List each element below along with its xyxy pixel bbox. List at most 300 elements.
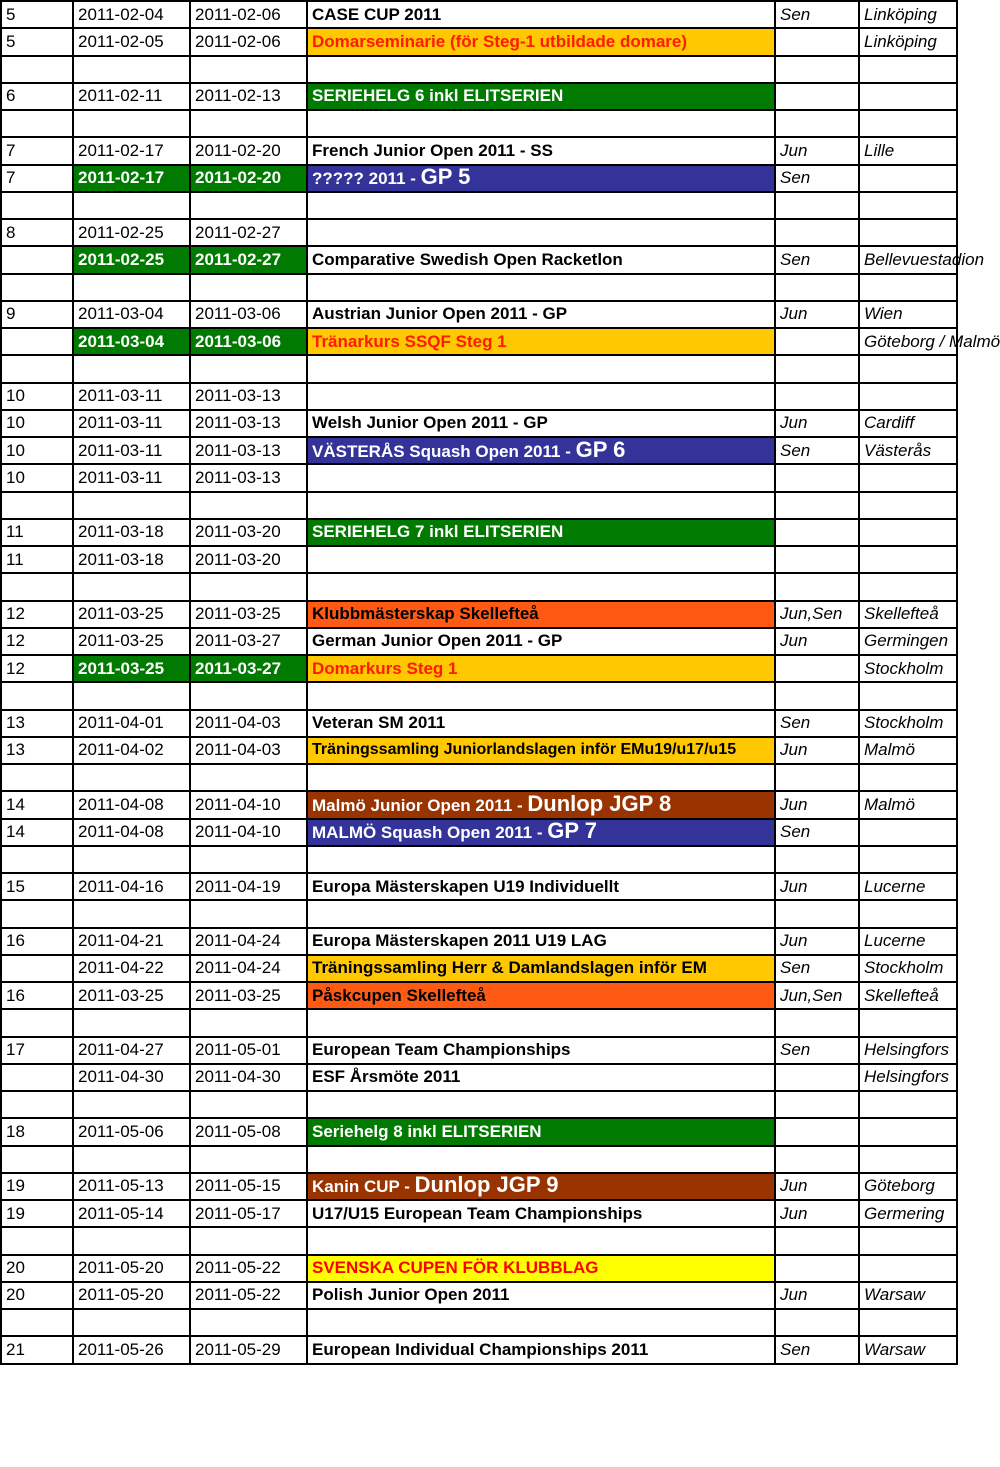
level-cell: [775, 1118, 859, 1145]
level-cell-text: Jun: [780, 140, 808, 160]
event-cell: [307, 492, 775, 519]
end-date-cell: [190, 628, 307, 655]
start-date-cell: [73, 83, 190, 110]
start-date-cell-text: 2011-02-05: [78, 31, 164, 51]
place-cell: [859, 982, 957, 1009]
place-cell: [859, 274, 957, 301]
event-highlight-text: GP 7: [547, 818, 597, 844]
event-cell: [307, 1118, 775, 1145]
start-date-cell-text: 2011-03-25: [78, 631, 164, 651]
start-date-cell: [73, 601, 190, 628]
spacer-row: [1, 1009, 957, 1036]
level-cell: [775, 573, 859, 600]
start-date-cell: [73, 1227, 190, 1254]
end-date-cell: [190, 1091, 307, 1118]
event-cell: [307, 873, 775, 900]
level-cell-text: Sen: [780, 713, 811, 733]
level-cell: [775, 1227, 859, 1254]
event-cell: [307, 1037, 775, 1064]
place-cell: [859, 1146, 957, 1173]
event-cell-text: Domarkurs Steg 1: [312, 658, 458, 678]
start-date-cell: [73, 1009, 190, 1036]
start-date-cell: [73, 192, 190, 219]
event-cell-text: Träningssamling Juniorlandslagen inför EMu19/u17/u15: [312, 741, 737, 759]
week-cell: [1, 1064, 73, 1091]
start-date-cell-text: 2011-02-04: [78, 4, 164, 24]
end-date-cell-text: 2011-04-10: [195, 794, 281, 814]
end-date-cell: [190, 873, 307, 900]
event-cell: [307, 165, 775, 192]
level-cell-text: Jun: [780, 1203, 808, 1223]
start-date-cell: [73, 982, 190, 1009]
end-date-cell: [190, 710, 307, 737]
start-date-cell-text: 2011-03-04: [78, 304, 164, 324]
table-row: [1, 410, 957, 437]
end-date-cell: [190, 573, 307, 600]
end-date-cell-text: 2011-03-27: [195, 658, 282, 678]
level-cell: [775, 682, 859, 709]
start-date-cell-text: 2011-03-11: [78, 386, 163, 406]
start-date-cell-text: 2011-05-14: [78, 1203, 164, 1223]
end-date-cell: [190, 737, 307, 764]
end-date-cell: [190, 1, 307, 28]
week-cell: [1, 982, 73, 1009]
end-date-cell-text: 2011-05-01: [195, 1040, 281, 1060]
start-date-cell-text: 2011-04-16: [78, 876, 164, 896]
end-date-cell: [190, 1064, 307, 1091]
spacer-row: [1, 492, 957, 519]
event-cell-text: Polish Junior Open 2011: [312, 1285, 510, 1305]
event-cell-text: German Junior Open 2011 - GP: [312, 631, 563, 651]
end-date-cell: [190, 928, 307, 955]
event-cell-text: SERIEHELG 6 inkl ELITSERIEN: [312, 86, 564, 106]
level-cell: [775, 192, 859, 219]
end-date-cell: [190, 819, 307, 846]
spacer-row: [1, 900, 957, 927]
level-cell: [775, 819, 859, 846]
level-cell-text: Jun,Sen: [780, 604, 843, 624]
start-date-cell: [73, 1282, 190, 1309]
level-cell: [775, 928, 859, 955]
event-cell-text: VÄSTERÅS Squash Open 2011 -: [312, 441, 576, 461]
table-row: [1, 873, 957, 900]
event-cell-text: SERIEHELG 7 inkl ELITSERIEN: [312, 522, 564, 542]
level-cell: [775, 410, 859, 437]
end-date-cell: [190, 246, 307, 273]
event-cell: [307, 601, 775, 628]
level-cell: [775, 982, 859, 1009]
event-cell-text: French Junior Open 2011 - SS: [312, 140, 553, 160]
spacer-row: [1, 56, 957, 83]
end-date-cell: [190, 601, 307, 628]
event-cell-text: SVENSKA CUPEN FÖR KLUBBLAG: [312, 1258, 599, 1278]
event-cell-text: Påskcupen Skellefteå: [312, 985, 486, 1005]
week-cell-text: 7: [6, 140, 16, 160]
place-cell: [859, 492, 957, 519]
end-date-cell-text: 2011-04-24: [195, 958, 281, 978]
event-cell-text: Veteran SM 2011: [312, 713, 446, 733]
end-date-cell-text: 2011-03-06: [195, 304, 281, 324]
table-row: [1, 137, 957, 164]
start-date-cell: [73, 165, 190, 192]
place-cell: [859, 355, 957, 382]
level-cell: [775, 1091, 859, 1118]
week-cell-text: 12: [6, 604, 25, 624]
end-date-cell-text: 2011-05-17: [195, 1203, 281, 1223]
level-cell: [775, 383, 859, 410]
end-date-cell: [190, 1146, 307, 1173]
spacer-row: [1, 192, 957, 219]
level-cell-text: Jun: [780, 931, 808, 951]
start-date-cell: [73, 873, 190, 900]
event-cell: [307, 982, 775, 1009]
start-date-cell: [73, 1255, 190, 1282]
start-date-cell: [73, 710, 190, 737]
place-cell: [859, 56, 957, 83]
level-cell-text: Sen: [780, 168, 811, 188]
week-cell: [1, 628, 73, 655]
week-cell: [1, 682, 73, 709]
week-cell: [1, 383, 73, 410]
end-date-cell: [190, 1255, 307, 1282]
table-row: [1, 955, 957, 982]
event-cell-text: Seriehelg 8 inkl ELITSERIEN: [312, 1121, 542, 1141]
table-row: [1, 1200, 957, 1227]
table-row: [1, 655, 957, 682]
week-cell: [1, 1118, 73, 1145]
week-cell: [1, 1282, 73, 1309]
week-cell: [1, 601, 73, 628]
end-date-cell-text: 2011-03-13: [195, 386, 281, 406]
level-cell: [775, 1255, 859, 1282]
start-date-cell-text: 2011-02-11: [78, 86, 163, 106]
end-date-cell: [190, 682, 307, 709]
place-cell-text: Cardiff: [864, 413, 915, 433]
level-cell-text: Jun: [780, 304, 808, 324]
event-cell: [307, 1146, 775, 1173]
start-date-cell-text: 2011-02-17: [78, 168, 165, 188]
start-date-cell-text: 2011-04-30: [78, 1067, 164, 1087]
start-date-cell: [73, 1309, 190, 1336]
level-cell: [775, 1173, 859, 1200]
end-date-cell-text: 2011-02-06: [195, 4, 281, 24]
table-row: [1, 601, 957, 628]
event-cell: [307, 900, 775, 927]
event-cell-text: Tränarkurs SSQF Steg 1: [312, 331, 507, 351]
end-date-cell: [190, 655, 307, 682]
place-cell: [859, 1, 957, 28]
place-cell: [859, 1037, 957, 1064]
event-cell: [307, 1227, 775, 1254]
week-cell-text: 19: [6, 1176, 25, 1196]
level-cell: [775, 219, 859, 246]
place-cell: [859, 846, 957, 873]
place-cell: [859, 737, 957, 764]
start-date-cell: [73, 819, 190, 846]
table-row: [1, 383, 957, 410]
week-cell: [1, 737, 73, 764]
place-cell: [859, 928, 957, 955]
week-cell-text: 16: [6, 985, 25, 1005]
week-cell: [1, 28, 73, 55]
table-row: [1, 519, 957, 546]
level-cell: [775, 955, 859, 982]
place-cell-text: Göteborg / Malmö: [864, 331, 1000, 351]
week-cell: [1, 274, 73, 301]
level-cell: [775, 328, 859, 355]
end-date-cell-text: 2011-02-20: [195, 140, 281, 160]
schedule-body: [1, 1, 1000, 1364]
table-row: [1, 791, 957, 818]
place-cell: [859, 383, 957, 410]
place-cell: [859, 301, 957, 328]
start-date-cell: [73, 219, 190, 246]
week-cell-text: 10: [6, 413, 25, 433]
place-cell: [859, 165, 957, 192]
level-cell: [775, 737, 859, 764]
place-cell: [859, 573, 957, 600]
end-date-cell-text: 2011-03-13: [195, 413, 281, 433]
week-cell: [1, 764, 73, 791]
place-cell: [859, 28, 957, 55]
end-date-cell: [190, 1282, 307, 1309]
start-date-cell: [73, 655, 190, 682]
end-date-cell-text: 2011-02-06: [195, 31, 281, 51]
place-cell: [859, 1173, 957, 1200]
level-cell: [775, 28, 859, 55]
start-date-cell: [73, 437, 190, 464]
place-cell-text: Stockholm: [864, 958, 944, 978]
event-cell: [307, 56, 775, 83]
spacer-row: [1, 274, 957, 301]
end-date-cell-text: 2011-04-24: [195, 931, 281, 951]
start-date-cell: [73, 1336, 190, 1363]
week-cell: [1, 83, 73, 110]
end-date-cell: [190, 437, 307, 464]
start-date-cell: [73, 328, 190, 355]
place-cell: [859, 410, 957, 437]
event-cell: [307, 546, 775, 573]
level-cell: [775, 137, 859, 164]
week-cell: [1, 1255, 73, 1282]
week-cell-text: 17: [6, 1040, 25, 1060]
table-row: [1, 1037, 957, 1064]
place-cell: [859, 764, 957, 791]
end-date-cell-text: 2011-02-20: [195, 168, 282, 188]
week-cell: [1, 873, 73, 900]
level-cell: [775, 492, 859, 519]
event-cell: [307, 519, 775, 546]
end-date-cell-text: 2011-05-22: [195, 1285, 281, 1305]
week-cell: [1, 1146, 73, 1173]
end-date-cell-text: 2011-03-27: [195, 631, 281, 651]
place-cell: [859, 1227, 957, 1254]
end-date-cell-text: 2011-04-30: [195, 1067, 281, 1087]
event-cell: [307, 137, 775, 164]
place-cell-text: Lucerne: [864, 876, 926, 896]
start-date-cell: [73, 1118, 190, 1145]
table-row: [1, 301, 957, 328]
week-cell-text: 18: [6, 1121, 25, 1141]
level-cell: [775, 900, 859, 927]
end-date-cell-text: 2011-03-20: [195, 549, 281, 569]
start-date-cell: [73, 492, 190, 519]
end-date-cell: [190, 1118, 307, 1145]
week-cell: [1, 819, 73, 846]
spacer-row: [1, 1227, 957, 1254]
event-cell: [307, 110, 775, 137]
week-cell-text: 10: [6, 467, 25, 487]
level-cell: [775, 1282, 859, 1309]
level-cell: [775, 519, 859, 546]
end-date-cell-text: 2011-05-15: [195, 1176, 281, 1196]
spacer-row: [1, 1146, 957, 1173]
week-cell: [1, 928, 73, 955]
week-cell-text: 11: [6, 522, 24, 542]
table-row: [1, 1255, 957, 1282]
week-cell: [1, 791, 73, 818]
level-cell: [775, 301, 859, 328]
level-cell: [775, 655, 859, 682]
level-cell: [775, 1, 859, 28]
end-date-cell-text: 2011-02-27: [195, 249, 282, 269]
event-cell: [307, 1282, 775, 1309]
spacer-row: [1, 1309, 957, 1336]
end-date-cell: [190, 355, 307, 382]
end-date-cell: [190, 137, 307, 164]
spacer-row: [1, 764, 957, 791]
level-cell: [775, 546, 859, 573]
place-cell-text: Malmö: [864, 740, 916, 760]
start-date-cell-text: 2011-03-04: [78, 331, 165, 351]
end-date-cell-text: 2011-05-29: [195, 1339, 281, 1359]
event-cell: [307, 301, 775, 328]
end-date-cell-text: 2011-04-03: [195, 740, 281, 760]
level-cell: [775, 83, 859, 110]
week-cell: [1, 955, 73, 982]
end-date-cell: [190, 1227, 307, 1254]
end-date-cell: [190, 764, 307, 791]
week-cell-text: 16: [6, 931, 25, 951]
level-cell-text: Sen: [780, 822, 811, 842]
level-cell: [775, 873, 859, 900]
week-cell-text: 10: [6, 386, 25, 406]
place-cell: [859, 219, 957, 246]
level-cell: [775, 764, 859, 791]
place-cell-text: Malmö: [864, 794, 916, 814]
table-row: [1, 437, 957, 464]
place-cell: [859, 655, 957, 682]
start-date-cell: [73, 791, 190, 818]
end-date-cell: [190, 274, 307, 301]
start-date-cell: [73, 1037, 190, 1064]
week-cell: [1, 492, 73, 519]
place-cell-text: Västerås: [864, 440, 932, 460]
week-cell: [1, 710, 73, 737]
event-cell-text: Welsh Junior Open 2011 - GP: [312, 413, 548, 433]
start-date-cell: [73, 383, 190, 410]
start-date-cell: [73, 137, 190, 164]
start-date-cell: [73, 410, 190, 437]
place-cell: [859, 1064, 957, 1091]
place-cell: [859, 1282, 957, 1309]
event-cell: [307, 710, 775, 737]
level-cell: [775, 165, 859, 192]
end-date-cell-text: 2011-04-19: [195, 876, 281, 896]
event-cell: [307, 383, 775, 410]
level-cell-text: Sen: [780, 958, 811, 978]
start-date-cell: [73, 682, 190, 709]
level-cell: [775, 601, 859, 628]
event-cell: [307, 1009, 775, 1036]
table-row: [1, 1282, 957, 1309]
start-date-cell: [73, 1200, 190, 1227]
week-cell: [1, 246, 73, 273]
start-date-cell: [73, 110, 190, 137]
place-cell-text: Warsaw: [864, 1339, 926, 1359]
level-cell-text: Jun: [780, 1176, 808, 1196]
week-cell-text: 14: [6, 822, 25, 842]
event-cell-text: European Team Championships: [312, 1040, 571, 1060]
place-cell: [859, 1091, 957, 1118]
start-date-cell-text: 2011-03-18: [78, 549, 164, 569]
event-cell: [307, 628, 775, 655]
table-row: [1, 928, 957, 955]
level-cell: [775, 1336, 859, 1363]
week-cell-text: 5: [6, 4, 16, 24]
start-date-cell-text: 2011-05-13: [78, 1176, 164, 1196]
end-date-cell: [190, 1336, 307, 1363]
event-cell-text: ????? 2011 -: [312, 169, 421, 189]
start-date-cell: [73, 1064, 190, 1091]
level-cell-text: Jun: [780, 876, 808, 896]
end-date-cell: [190, 900, 307, 927]
week-cell-text: 20: [6, 1258, 25, 1278]
place-cell: [859, 628, 957, 655]
end-date-cell-text: 2011-02-13: [195, 86, 281, 106]
week-cell-text: 21: [6, 1339, 25, 1359]
level-cell: [775, 110, 859, 137]
place-cell: [859, 519, 957, 546]
level-cell-text: Sen: [780, 249, 811, 269]
event-cell: [307, 1091, 775, 1118]
event-cell: [307, 655, 775, 682]
start-date-cell: [73, 955, 190, 982]
week-cell: [1, 1309, 73, 1336]
event-cell: [307, 1064, 775, 1091]
week-cell-text: 6: [6, 86, 16, 106]
start-date-cell-text: 2011-03-25: [78, 985, 164, 1005]
week-cell: [1, 56, 73, 83]
week-cell: [1, 1091, 73, 1118]
event-cell: [307, 682, 775, 709]
week-cell: [1, 519, 73, 546]
start-date-cell-text: 2011-04-02: [78, 740, 164, 760]
place-cell-text: Bellevuestadion: [864, 249, 985, 269]
week-cell-text: 12: [6, 631, 25, 651]
end-date-cell-text: 2011-03-25: [195, 604, 281, 624]
end-date-cell-text: 2011-03-06: [195, 331, 282, 351]
start-date-cell: [73, 1091, 190, 1118]
event-highlight-text: Dunlop JGP 8: [527, 790, 672, 816]
place-cell: [859, 1200, 957, 1227]
week-cell: [1, 301, 73, 328]
event-cell: [307, 791, 775, 818]
level-cell-text: Sen: [780, 1040, 811, 1060]
spacer-row: [1, 682, 957, 709]
start-date-cell: [73, 301, 190, 328]
event-highlight-text: GP 5: [420, 164, 471, 190]
